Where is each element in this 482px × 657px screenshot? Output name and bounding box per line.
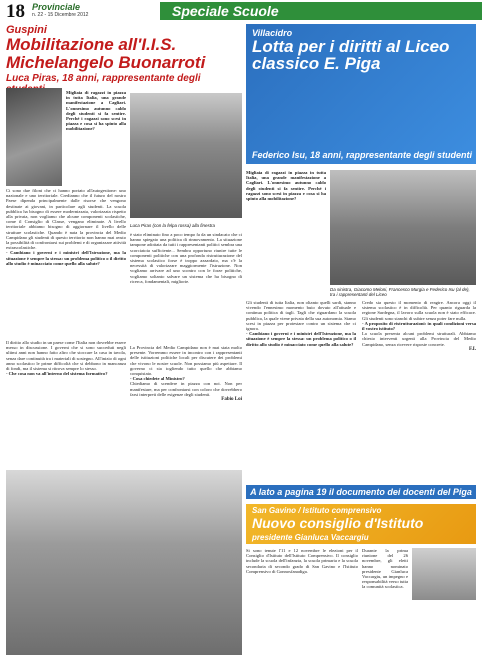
gavino-headline: Nuovo consiglio d'Istituto — [252, 515, 424, 531]
left-signature: Fabio Loi — [221, 397, 242, 403]
issue-info: n. 22 - 15 Dicembre 2012 — [32, 12, 89, 18]
left-photo-students — [6, 470, 242, 655]
newspaper-logo: Provinciale — [32, 2, 81, 12]
gavino-body-2: Durante la prima riunione del 26 novembre, gli eletti hanno nominato presidente Gianluca Vaccargiu, un impegno e responsabilità verso tutta la comunità scolastica. — [362, 548, 408, 590]
gavino-subheadline: presidente Gianluca Vaccargiu — [252, 533, 369, 542]
left-photo-window — [130, 93, 242, 228]
right-headline: Lotta per i diritti al Liceo classico E. Piga — [252, 37, 450, 73]
right-signature: F.I. — [468, 346, 476, 352]
left-headline: Mobilitazione all'I.I.S. Michelangelo Buonarroti — [6, 35, 206, 72]
right-body-1: Gli studenti di tutta Italia, non oltanto quelli sardi, stanno vivendo l'ennesimo momento buio dovuto all'attuale e continua politica di tagli. Tagli che riguardano la scuola pubblica, la quale viene privata della sua autonomia. Siamo scesi in piazza per protestare contro un sistema che ci ignora. - Cambiano i governi e i ministri dell'Istruzione, ma la situazione è sempre la stessa: un problema politico o il diritto allo studio è minacciato come quello alla salute? — [246, 300, 356, 347]
right-footer-bar: A lato a pagina 19 il documento dei docenti del Piga — [246, 485, 476, 499]
left-body-2: è stato eliminato fino a poco tempo fa da un sindacato che ci hanno spiegato una politica di rinnovamento. La situazione tampone adottata da tutti i rappresentanti politici sembra una scorciatoia sufficiente... Sembra opportuno riunire tutte le componenti politiche con una profonda ristrutturazione del sistema scolastico forse è troppo azzardato, ma c'è la necessità di valorizzare maggiormente l'istruzione. Non vogliamo arrivare ad uno scontro con le forze politiche, vogliamo soltanto salvare un sistema che ha bisogno di ricerca, fondamentali, migliorie. — [130, 232, 242, 284]
gavino-body-1: Si sono tenute l'11 e 12 novembre le elezioni per il Consiglio d'Istituto dell'Istituto Comprensivo. Il consiglio include la scuola dell'infanzia, la scuola primaria e la scuola secondaria di secondo grado di San Gavino e l'Istituto Comprensivo di Gonnosfanadiga. — [246, 548, 358, 574]
right-body-2: Credo sia questo il momento di reagire. Ancora oggi il sistema scolastico è in difficoltà. Per quanto riguarda la regione Sardegna, il lavoro sulla scuola non è stato efficace. Gli studenti sono stanchi di subire senza poter fare nulla. - A proposito di ristrutturazioni: in quali condizioni versa il vostro istituto? La scuola presenta alcuni problemi strutturali. Abbiamo chiesto interventi urgenti alla Provincia del Medio Campidano, senza ricevere risposte concrete. F.I. — [362, 300, 476, 352]
page-header — [0, 0, 482, 22]
left-body-4: La Provincia del Medio Campidano non è mai stata molto presente. Vorremmo essere in incontro con i rappresentanti delle istituzioni politiche locali per discutere dei problemi che vivono le nostre scuole. Non possiamo più aspettare. Il governo ci sta togliendo tutto quello che abbiamo conquistato. - Cosa chiedete al Ministro? Chiediamo di scendere in piazza con noi. Non per manifestare, ma per confrontarsi con coloro che dovrebbero farsi interpreti delle esigenze degli studenti. Fabio Loi — [130, 345, 242, 403]
left-photo-caption: Luca Piras (con la felpa rossa) alla finestra — [130, 223, 216, 228]
left-intro-question: Migliaia di ragazzi in piazza in tutta Italia, una grande manifestazione a Cagliari. L'onnesimo autunno caldo degli studenti si fa sentire. Perché i ragazzi sono scesi in piazza e cosa si ha spinto alla mobilitazione? — [66, 90, 126, 132]
page-number: 18 — [6, 1, 25, 22]
right-kicker: Villacidro — [252, 28, 293, 38]
left-photo-building — [6, 88, 62, 186]
left-body-1: Ci sono due filoni che ci hanno portato all'autogestione: uno nazionale e uno territoriale. Credianno che il futuro del nostro Paese dipenda principalmente dalle risorse che vengono destinate ai giovani, in particolare agli studenti. La scuola pubblica ha bisogno di essere modernizzata, valorizzata rispetto alla privata, non vogliamo che alcune componenti scolastiche, come il Consiglio di Classe, vengano eliminate. A livello territoriale abbiamo bisogno di aggiornare il livello delle strutture scolastiche. Quando è nata la provincia del Medio Campidano gli studenti di questo territorio non hanno mai avuto la possibilità di confrontarsi sui problemi e di organizzare attività extrascolastiche. - Cambiano i governi e i ministri dell'Istruzione, ma la situazione è sempre la stessa: un problema politico o il diritto allo studio è minacciato come quello alla salute? — [6, 188, 126, 266]
right-photo-caption: Da sinistra, Giacomo Meloni, Francesco Murgia e Federico Isu (al de), tra i rappresentanti del Liceo — [330, 287, 470, 297]
right-intro-question: Migliaia di ragazzi in piazza in tutta Italia, una grande manifestazione a Cagliari. L'onnesimo autunno caldo degli studenti si fa sentire. Perché i ragazzi sono scesi in piazza e cosa si ha spinto alla mobilitazione? — [246, 170, 326, 202]
left-body-3: Il diritto allo studio in un paese come l'Italia non dovrebbe essere messo in discussione. I governi che si sono succeduti negli ultimi anni non hanno fatto altro che stoccare la casa in tavola, senza dare continuità tra i materiali di sostegno. All'inizio di ogni anno scolastico le prime difficoltà che si debbono in mancanza di fondi, ma il sistema si ritrova sempre lo stesso. - Che cosa non va all'interno del sistema formativo? — [6, 340, 126, 377]
right-photo-group — [330, 170, 476, 297]
gavino-kicker: San Gavino / Istituto comprensivo — [252, 506, 382, 515]
section-banner: Speciale Scuole — [160, 2, 482, 20]
left-kicker: Guspini — [6, 24, 47, 36]
right-subheadline: Federico Isu, 18 anni, rappresentante degli studenti — [252, 150, 473, 160]
left-subheadline: Luca Piras, 18 anni, rappresentante degli — [6, 73, 201, 84]
gavino-photo-portrait — [412, 548, 476, 600]
